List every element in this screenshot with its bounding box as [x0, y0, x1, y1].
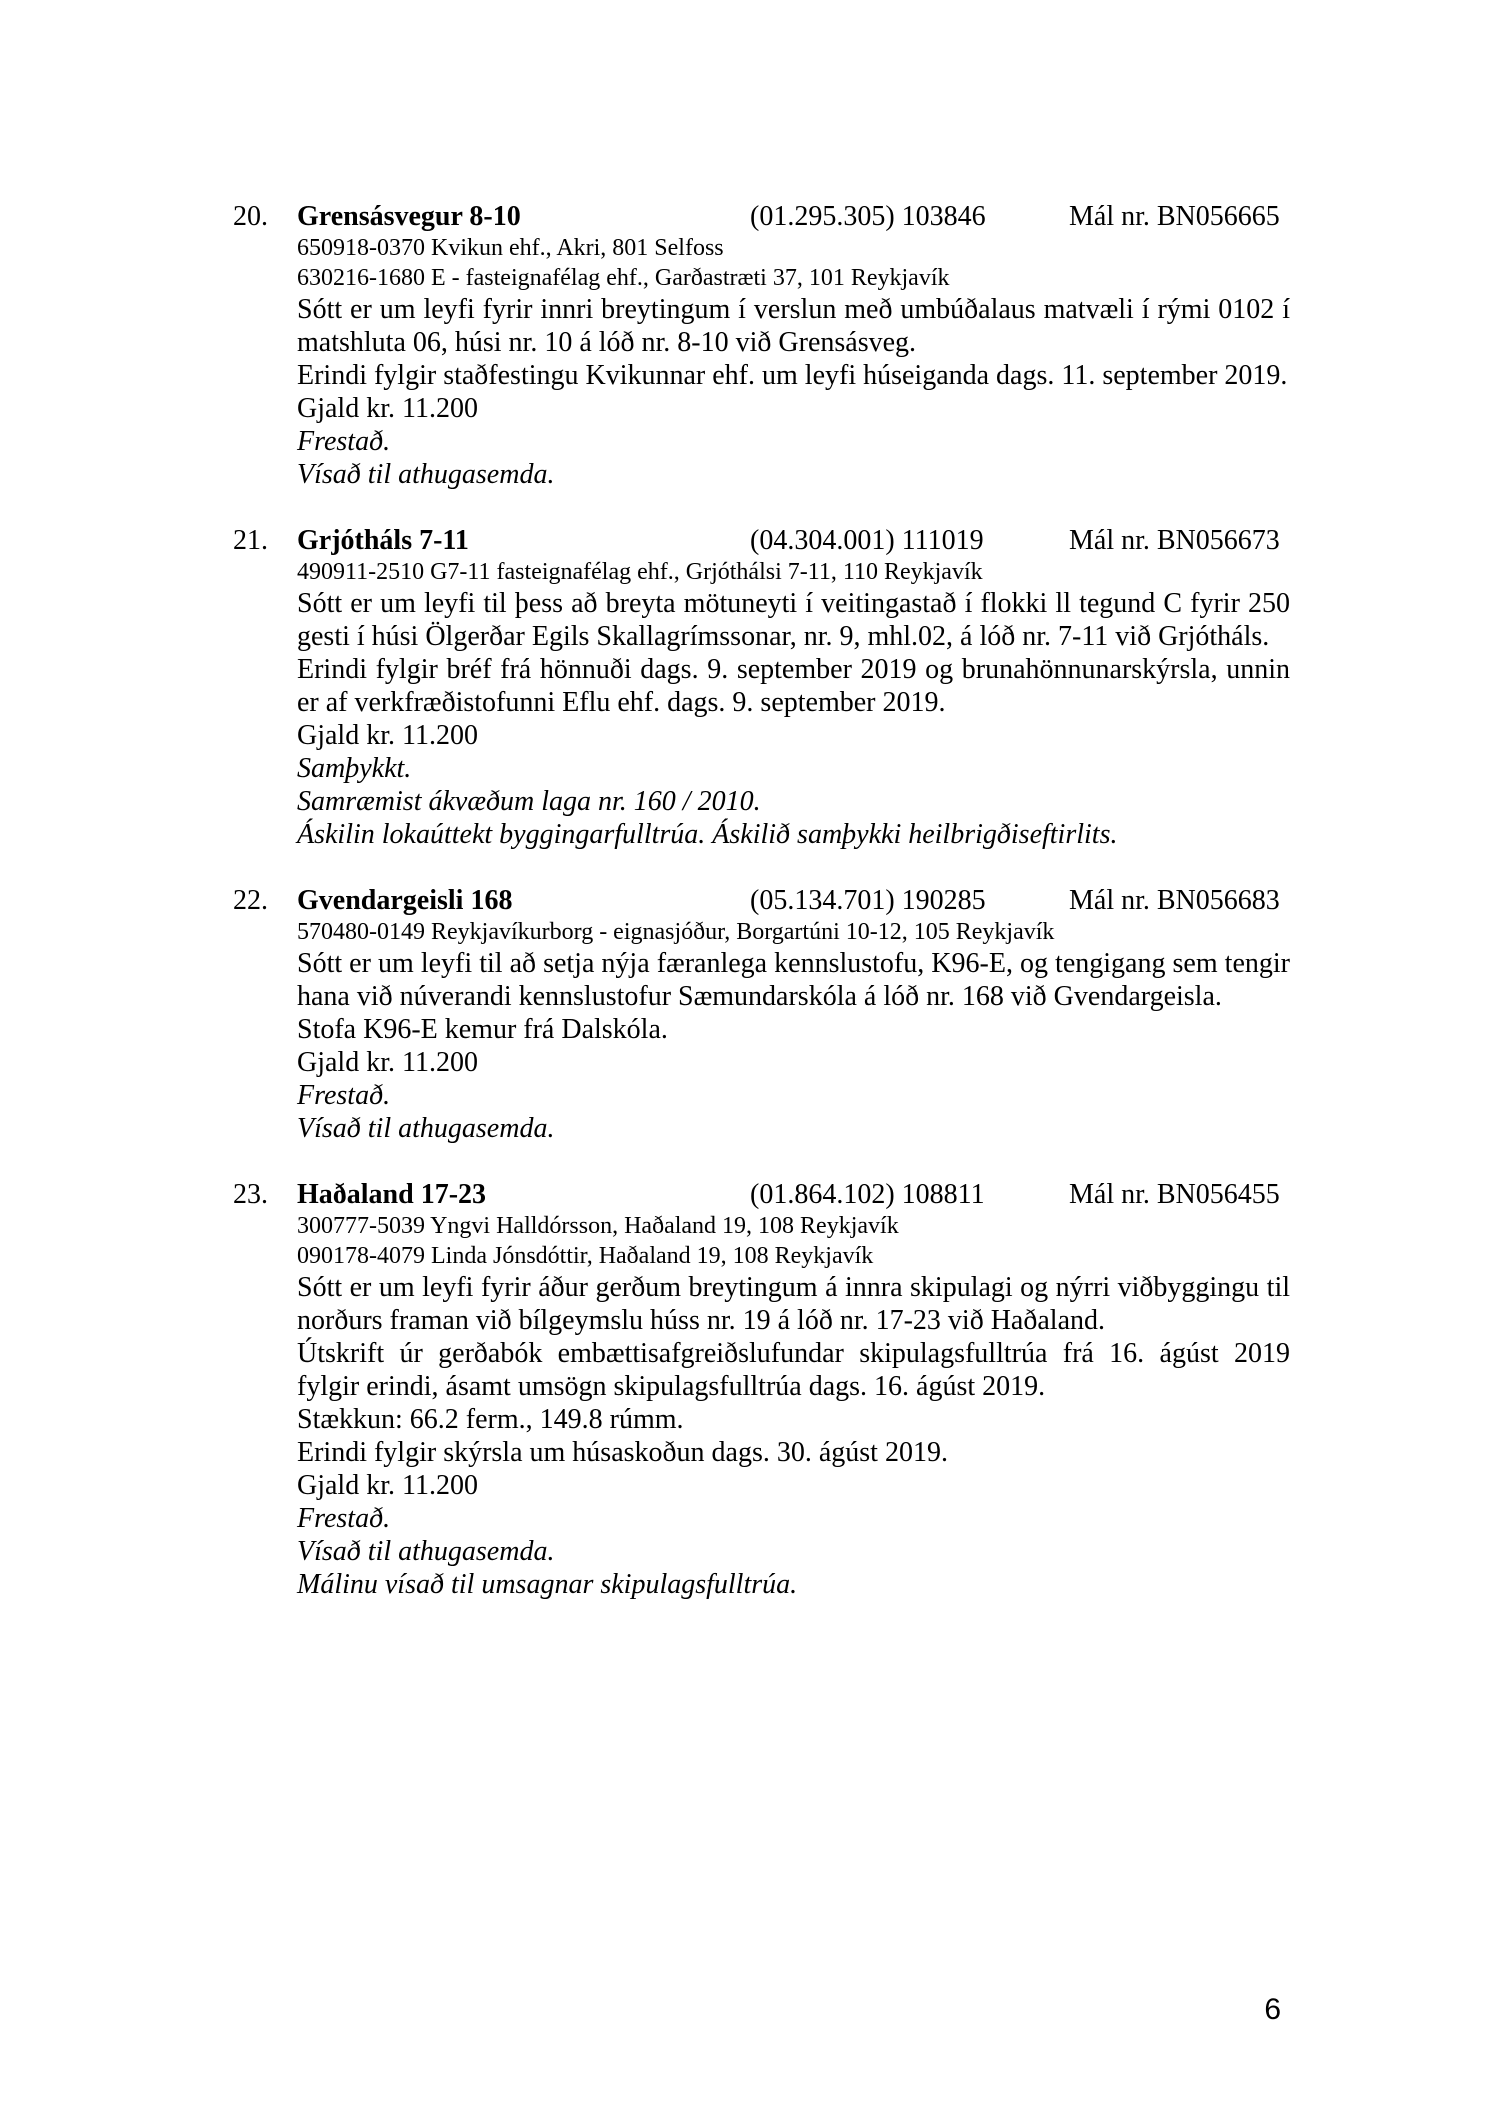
decision-line: Frestað.: [297, 1080, 391, 1111]
body-paragraph: Sótt er um leyfi til þess að breyta mötuneyti í veitingastað í flokki ll tegund C fyrir 250 gesti í húsi Ölgerðar Egils Skallagrímssonar, nr. 9, mhl.02, á lóð nr. 7-11 við Grjótháls.: [297, 588, 1290, 652]
fee-line: Gjald kr. 11.200: [297, 1047, 478, 1078]
body-paragraph: Sótt er um leyfi til að setja nýja færanlega kennslustofu, K96-E, og tengigang sem tengir hana við núverandi kennslustofur Sæmundarskóla á lóð nr. 168 við Gvendargeisla.: [297, 948, 1290, 1012]
body-paragraph: Sótt er um leyfi fyrir áður gerðum breytingum á innra skipulagi og nýrri viðbyggingu til norðurs framan við bílgeymslu húss nr. 19 á lóð nr. 17-23 við Haðaland.: [297, 1272, 1290, 1336]
case-item: [233, 524, 1290, 851]
body-paragraph: Erindi fylgir staðfestingu Kvikunnar ehf. um leyfi húseiganda dags. 11. september 2019.: [297, 360, 1288, 391]
owner-line: 490911-2510 G7-11 fasteignafélag ehf., Grjóthálsi 7-11, 110 Reykjavík: [297, 559, 983, 585]
item-number: 23.: [233, 1179, 268, 1210]
decision-line: Samþykkt.: [297, 753, 412, 784]
item-title: Grensásvegur 8-10: [297, 201, 521, 232]
case-item: [233, 200, 1290, 491]
body-paragraph: Útskrift úr gerðabók embættisafgreiðslufundar skipulagsfulltrúa frá 16. ágúst 2019 fylgir erindi, ásamt umsögn skipulagsfulltrúa dags. 16. ágúst 2019.: [297, 1338, 1290, 1402]
decision-line: Vísað til athugasemda.: [297, 1113, 555, 1144]
fee-line: Gjald kr. 11.200: [297, 1470, 478, 1501]
owner-line: 300777-5039 Yngvi Halldórsson, Haðaland 19, 108 Reykjavík: [297, 1213, 899, 1239]
case-item-header: [233, 884, 1290, 917]
case-number: Mál nr. BN056665: [1069, 201, 1280, 232]
case-item-body: [297, 233, 1290, 491]
property-ref: (01.295.305) 103846: [750, 201, 986, 232]
fee-line: Gjald kr. 11.200: [297, 393, 478, 424]
decision-line: Frestað.: [297, 426, 391, 457]
body-paragraph: Erindi fylgir skýrsla um húsaskoðun dags. 30. ágúst 2019.: [297, 1437, 948, 1468]
item-title: Haðaland 17-23: [297, 1179, 487, 1210]
decision-line: Vísað til athugasemda.: [297, 459, 555, 490]
owner-line: 090178-4079 Linda Jónsdóttir, Haðaland 19, 108 Reykjavík: [297, 1243, 874, 1269]
case-number: Mál nr. BN056673: [1069, 525, 1280, 556]
decision-line: Frestað.: [297, 1503, 391, 1534]
item-number: 20.: [233, 201, 268, 232]
owner-line: 650918-0370 Kvikun ehf., Akri, 801 Selfoss: [297, 235, 724, 261]
case-list: [233, 200, 1290, 1634]
item-title: Grjótháls 7-11: [297, 525, 469, 556]
property-ref: (04.304.001) 111019: [750, 525, 984, 556]
page-number: 6: [1264, 1993, 1281, 2026]
case-number: Mál nr. BN056683: [1069, 885, 1280, 916]
body-paragraph: Sótt er um leyfi fyrir innri breytingum í verslun með umbúðalaus matvæli í rými 0102 í matshluta 06, húsi nr. 10 á lóð nr. 8-10 við Grensásveg.: [297, 294, 1290, 358]
case-item-body: [297, 557, 1290, 851]
decision-line: Málinu vísað til umsagnar skipulagsfulltrúa.: [297, 1569, 798, 1600]
owner-line: 630216-1680 E - fasteignafélag ehf., Garðastræti 37, 101 Reykjavík: [297, 265, 950, 291]
decision-line: Áskilin lokaúttekt byggingarfulltrúa. Áskilið samþykki heilbrigðiseftirlits.: [297, 819, 1118, 850]
body-paragraph: Stofa K96-E kemur frá Dalskóla.: [297, 1014, 668, 1045]
decision-line: Samræmist ákvæðum laga nr. 160 / 2010.: [297, 786, 761, 817]
case-item-header: [233, 1178, 1290, 1211]
case-item-body: [297, 1211, 1290, 1601]
item-number: 22.: [233, 885, 268, 916]
property-ref: (01.864.102) 108811: [750, 1179, 985, 1210]
case-item-body: [297, 917, 1290, 1145]
case-item: [233, 884, 1290, 1145]
case-item-header: [233, 524, 1290, 557]
body-paragraph: Stækkun: 66.2 ferm., 149.8 rúmm.: [297, 1404, 684, 1435]
property-ref: (05.134.701) 190285: [750, 885, 986, 916]
decision-line: Vísað til athugasemda.: [297, 1536, 555, 1567]
case-item-header: [233, 200, 1290, 233]
fee-line: Gjald kr. 11.200: [297, 720, 478, 751]
item-title: Gvendargeisli 168: [297, 885, 513, 916]
owner-line: 570480-0149 Reykjavíkurborg - eignasjóður, Borgartúni 10-12, 105 Reykjavík: [297, 919, 1055, 945]
body-paragraph: Erindi fylgir bréf frá hönnuði dags. 9. september 2019 og brunahönnunarskýrsla, unnin er af verkfræðistofunni Eflu ehf. dags. 9. september 2019.: [297, 654, 1290, 718]
case-item: [233, 1178, 1290, 1601]
item-number: 21.: [233, 525, 268, 556]
case-number: Mál nr. BN056455: [1069, 1179, 1280, 1210]
